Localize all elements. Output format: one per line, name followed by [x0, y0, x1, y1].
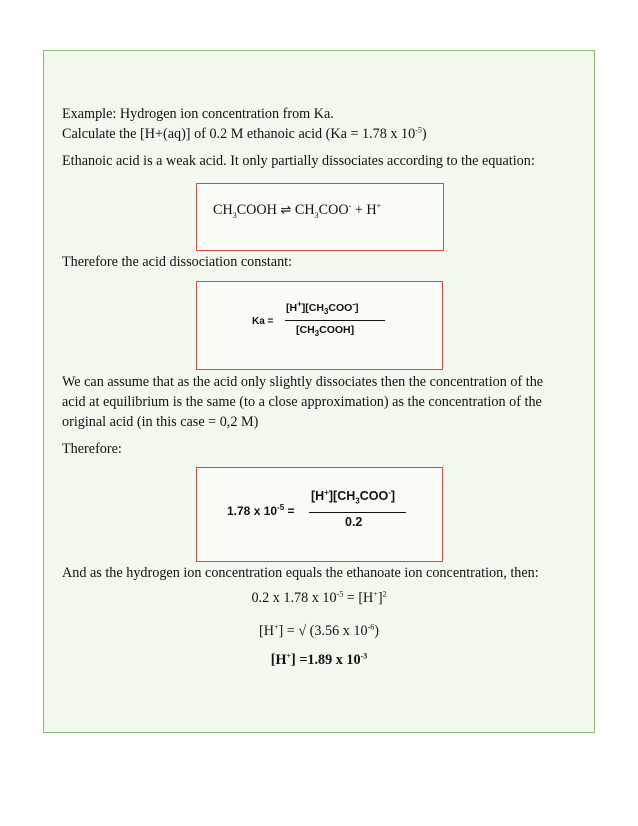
substituted-fraction-bar: [309, 512, 406, 513]
dissociation-label: Therefore the acid dissociation constant:: [62, 254, 293, 270]
ka-lhs: Ka =: [252, 316, 274, 327]
dissociation-equation: $CH_3COOH$ ⇌ $CH_3COO^- + H^+$: [213, 201, 382, 220]
step-1: 0.2 x 1.78 x $10^{-5} = [H^+]^2$: [251, 589, 387, 606]
assumption-line-2: acid at equilibrium is the same (to a close approximation) as the concentration of the: [62, 394, 542, 410]
substituted-numerator: $[H^+][CH_3COO^-]$: [311, 487, 396, 506]
example-title: Example: Hydrogen ion concentration from Ka.: [62, 106, 334, 122]
ka-fraction-bar: [285, 320, 385, 321]
assumption-line-3: original acid (in this case = 0,2 M): [62, 414, 259, 430]
ka-numerator: $[H^+][CH_3COO^-]$: [286, 299, 359, 317]
substituted-lhs: 1.78 x $10^{-5}$ =: [227, 503, 295, 518]
example-question: Calculate the [H+(aq)] of 0.2 M ethanoic acid (Ka = 1.78 x $10^{-5}$): [62, 125, 427, 142]
therefore-label: Therefore:: [62, 441, 122, 457]
step-2: [H+] = √ (3.56 x $10^{-6}$): [259, 622, 379, 639]
equilibrium-arrow: ⇌: [280, 203, 292, 218]
substituted-denominator: 0.2: [345, 515, 363, 529]
intro-text: Ethanoic acid is a weak acid. It only partially dissociates according to the equation:: [62, 153, 535, 169]
hydrogen-statement: And as the hydrogen ion concentration equals the ethanoate ion concentration, then:: [62, 565, 539, 581]
ka-denominator: $[CH_3COOH]$: [296, 324, 355, 339]
final-result: [H+] =1.89 x $10^{-3}$: [270, 651, 368, 668]
assumption-line-1: We can assume that as the acid only slightly dissociates then the concentration of the: [62, 374, 544, 390]
